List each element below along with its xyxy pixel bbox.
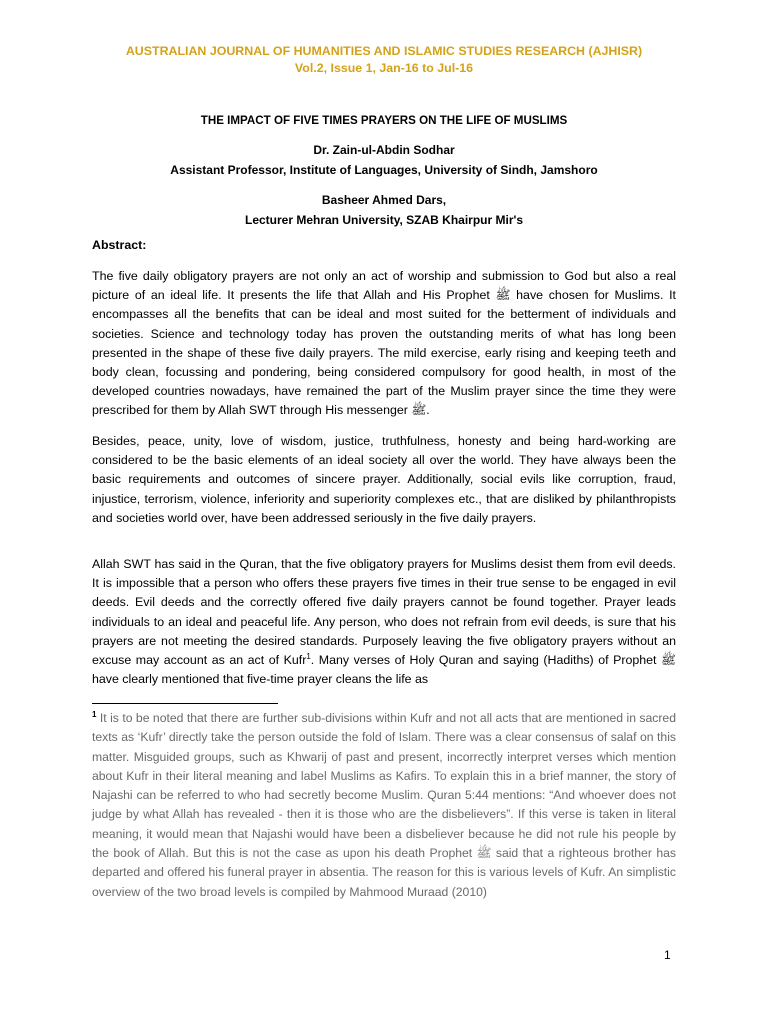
abstract-heading: Abstract:: [92, 238, 147, 252]
footnote-reference[interactable]: 1: [306, 651, 311, 661]
paragraph-text: [92, 555, 676, 689]
author-block-2: [0, 190, 768, 230]
author-block-1: [0, 140, 768, 180]
paragraph-text-part: . Many verses of Holy Quran and saying (Hadiths) of Prophet ﷺ have clearly mentioned that five-time prayer cleans the life as: [92, 653, 676, 687]
paragraph-text: Besides, peace, unity, love of wisdom, justice, truthfulness, honesty and being hard-working are considered to be the basic elements of an ideal society all over the world. They have always been the basic requirements and outcomes of sincere prayer. Additionally, social evils like corruption, fraud, injustice, terrorism, violence, inferiority and superiority complexes etc., that are disliked by philanthropists and societies world over, have been addressed seriously in the five daily prayers.: [92, 434, 676, 525]
abstract-paragraph-2: [92, 432, 676, 528]
abstract-paragraph-1: [92, 267, 676, 421]
journal-issue: Vol.2, Issue 1, Jan-16 to Jul-16: [294, 61, 474, 75]
paper-title: THE IMPACT OF FIVE TIMES PRAYERS ON THE LIFE OF MUSLIMS: [200, 114, 568, 127]
footnote: [92, 709, 676, 902]
abstract-paragraph-3: [92, 555, 676, 689]
footnote-text: It is to be noted that there are further sub-divisions within Kufr and not all acts that are mentioned in sacred texts as ‘Kufr’ directly take the person outside the fold of Islam. There was a clear consensus of salaf on this matter. Misguided groups, such as Khwarij of past and present, incorrectly interpret verses which mention about Kufr in their literal meaning and label Muslims as Kafirs. To explain this in a brief manner, the story of Najashi can be referred to who had secretly become Muslim. Quran 5:44 mentions: “And whoever does not judge by what Allah has revealed - then it is those who are the disbelievers”. If this verse is taken in literal meaning, it would mean that Najashi would have been a disbeliever because he did not rule his people by the book of Allah. But this is not the case as upon his death Prophet ﷺ said that a righteous brother has departed and offered his funeral prayer in absentia. The reason for this is various levels of Kufr. An simplistic overview of the two broad levels is compiled by Mahmood Muraad (2010): [92, 711, 677, 899]
paragraph-text-part: Allah SWT has said in the Quran, that the five obligatory prayers for Muslims desist them from evil deeds. It is impossible that a person who offers these prayers five times in their true sense to be engaged in evil deeds. Evil deeds and the correctly offered five daily prayers cannot be found together. Prayer leads individuals to an ideal and peaceful life. Any person, who does not refrain from evil deeds, is sure that his prayers are not meeting the desired standards. Purposely leaving the five obligatory prayers without an excuse may account as an act of Kufr: [92, 557, 676, 668]
author-affiliation: Assistant Professor, Institute of Languages, University of Sindh, Jamshoro: [170, 163, 598, 177]
author-name: Dr. Zain-ul-Abdin Sodhar: [313, 143, 455, 157]
author-name: Basheer Ahmed Dars,: [321, 193, 447, 207]
footnote-divider: [92, 703, 278, 704]
journal-header: [0, 43, 768, 77]
paragraph-text: The five daily obligatory prayers are not only an act of worship and submission to God but also a real picture of an ideal life. It presents the life that Allah and His Prophet ﷺ have chosen for Muslims. It encompasses all the benefits that can be ideal and most suited for the betterment of individuals and societies. Science and technology today has proven the outstanding merits of what has long been presented in the shape of these five daily prayers. The mild exercise, early rising and keeping teeth and body clean, focussing and pondering, being considered compulsory for good health, in most of the developed countries nowadays, have remained the part of the Muslim prayer since the time they were prescribed for them by Allah SWT through His messenger ﷺ.: [92, 269, 676, 418]
footnote-marker: 1: [92, 709, 97, 719]
journal-name: AUSTRALIAN JOURNAL OF HUMANITIES AND ISLAMIC STUDIES RESEARCH (AJHISR): [125, 44, 643, 58]
author-affiliation: Lecturer Mehran University, SZAB Khairpur Mir's: [244, 213, 524, 227]
page-number: 1: [664, 948, 671, 962]
